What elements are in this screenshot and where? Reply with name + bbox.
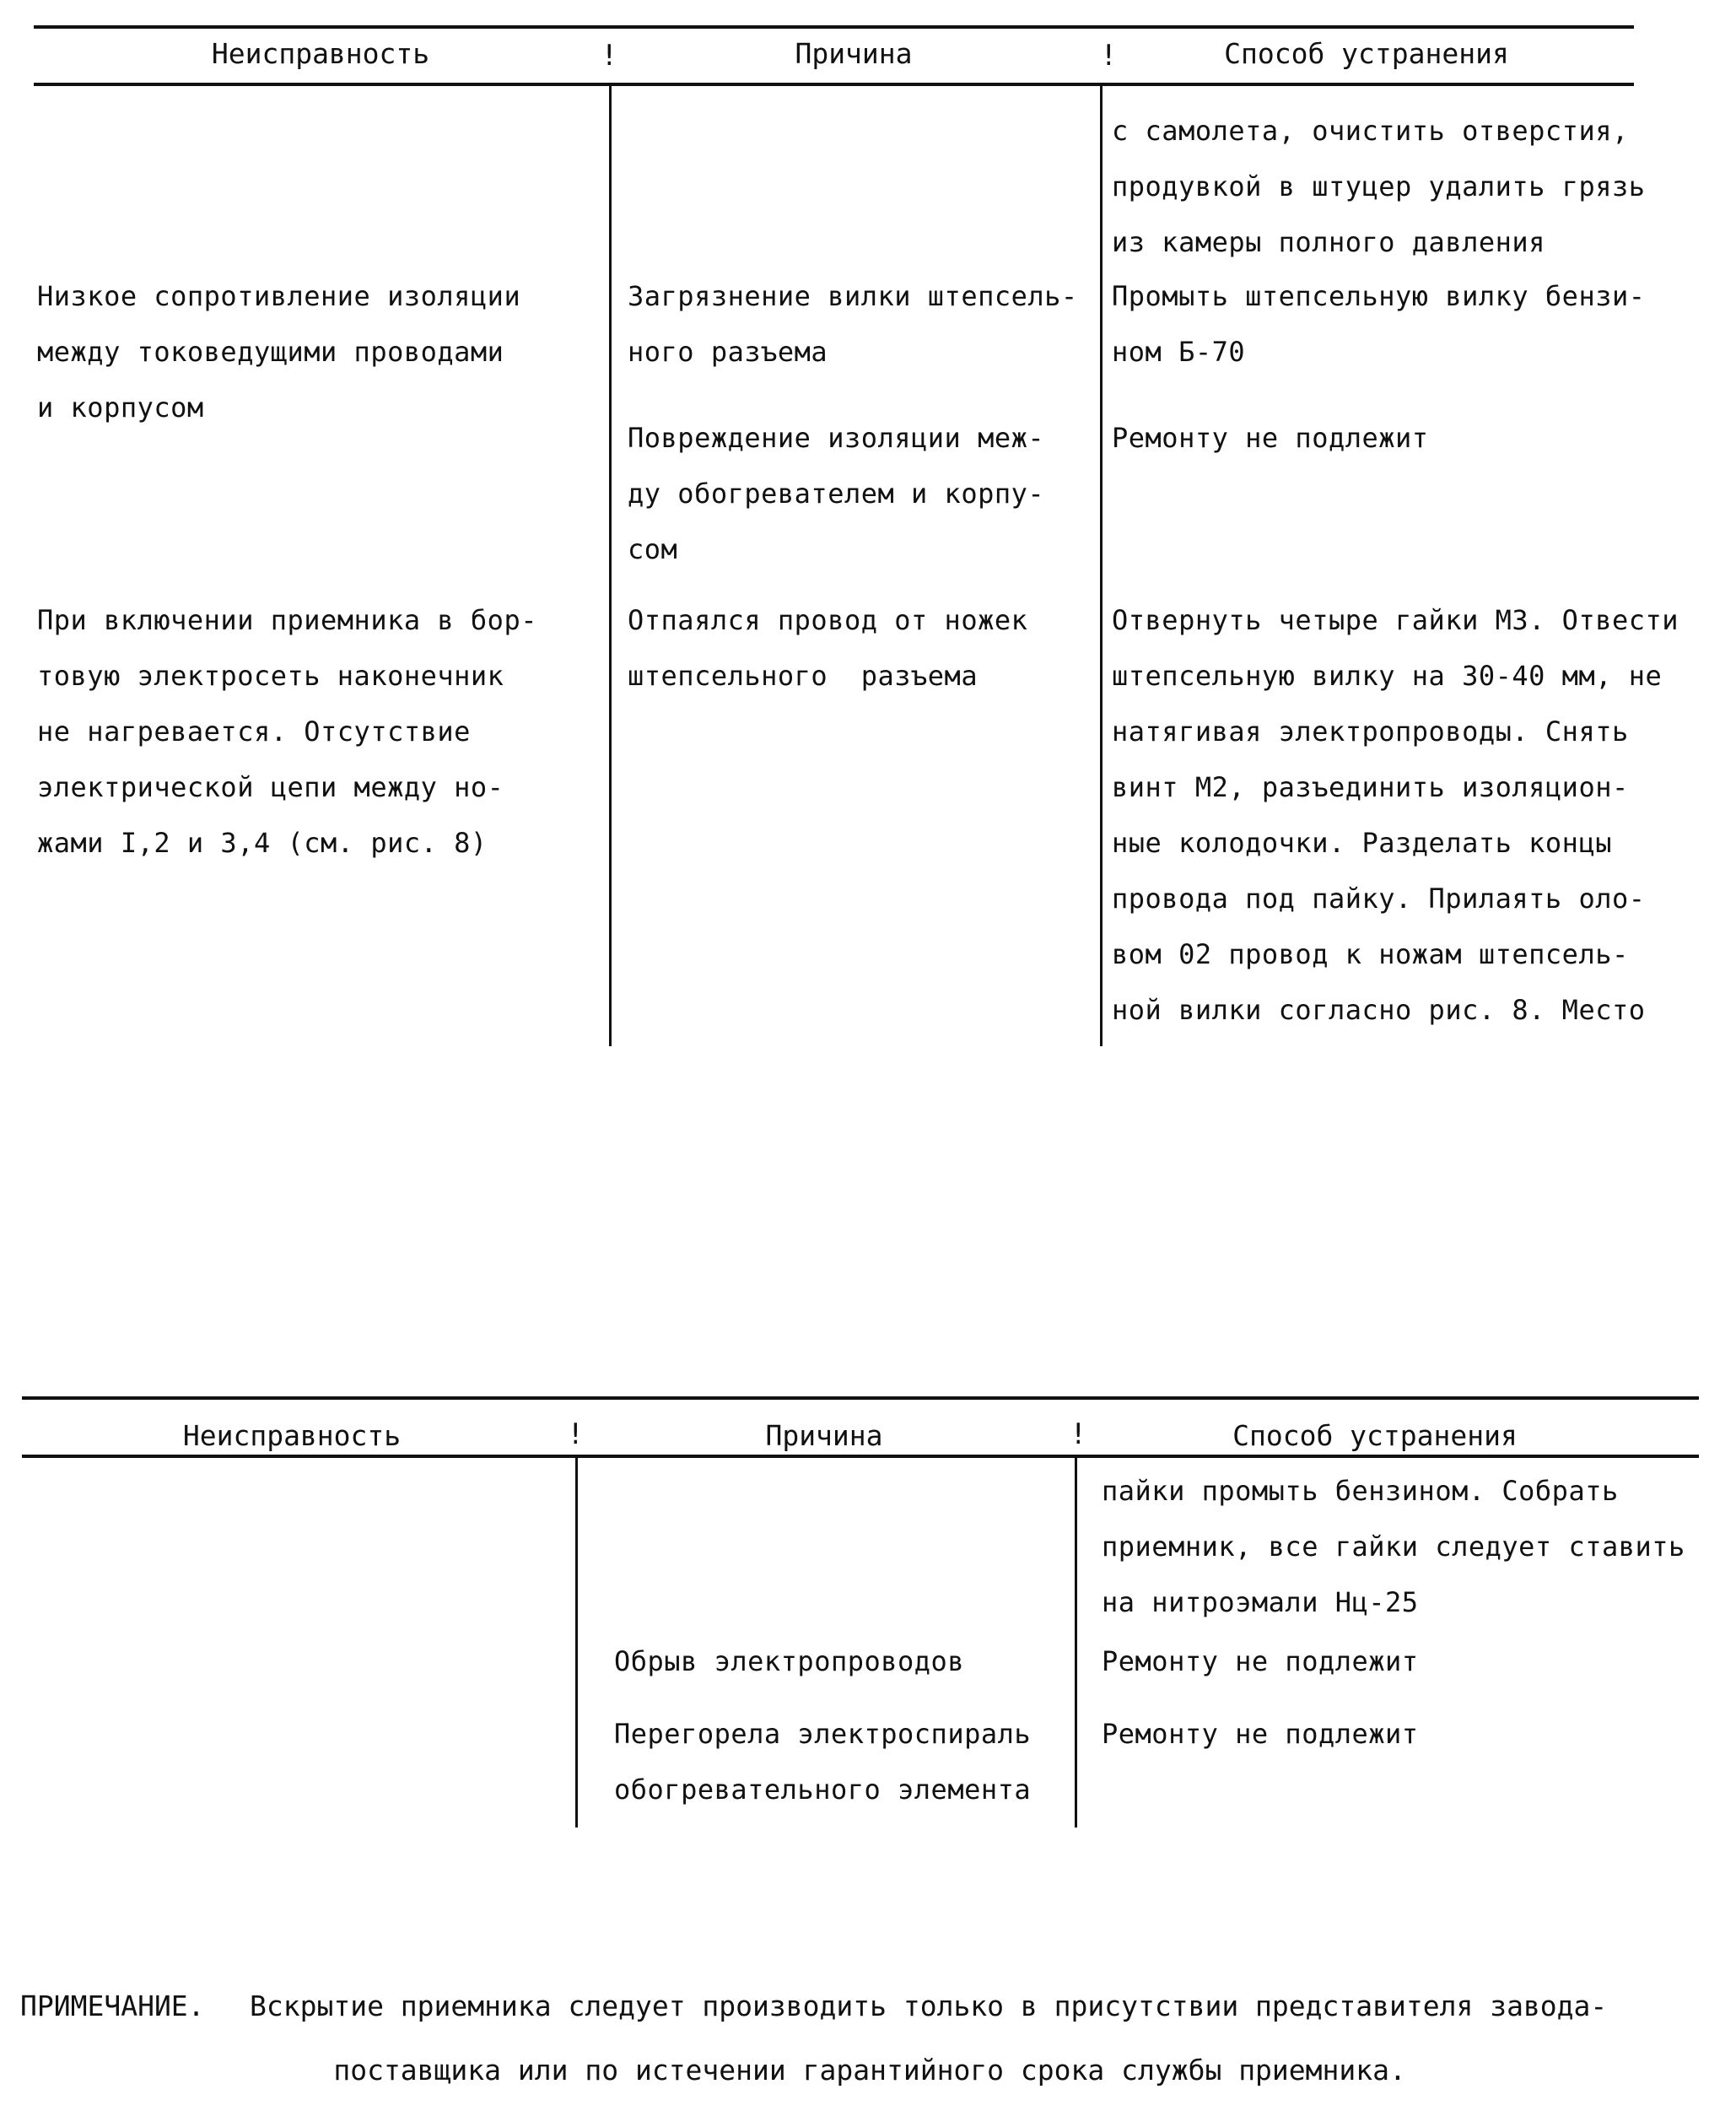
- table1-row3-cause: Повреждение изоляции меж- ду обогревателем и корпу- сом: [628, 422, 1045, 565]
- table2-row2-remedy: Ремонту не подлежит: [1102, 1645, 1419, 1677]
- table2-header-fault: Неисправность: [182, 1419, 402, 1452]
- table1-header-cause: Причина: [795, 37, 913, 70]
- note-label: ПРИМЕЧАНИЕ.: [20, 1990, 205, 2022]
- table1-row4-fault: При включении приемника в бор- товую электросеть наконечник не нагревается. Отсутствие электрической цепи между но- жами I,2 и 3,4 (см. рис. 8): [37, 604, 537, 859]
- table2-top-rule: [22, 1396, 1699, 1400]
- table2-row3-remedy: Ремонту не подлежит: [1102, 1718, 1419, 1750]
- table1-row2-remedy: Промыть штепсельную вилку бензи- ном Б-70: [1112, 280, 1646, 368]
- table1-row4-cause: Отпаялся провод от ножек штепсельного разъема: [628, 604, 1028, 692]
- table1-header-remedy: Способ устранения: [1224, 37, 1509, 70]
- table1-header-separator-1: !: [601, 39, 618, 73]
- table1-header-fault: Неисправность: [211, 37, 430, 70]
- table1-top-rule: [34, 25, 1634, 29]
- table1-row1-remedy: с самолета, очистить отверстия, продувкой в штуцер удалить грязь из камеры полного давления: [1112, 115, 1646, 258]
- table2-header-cause: Причина: [765, 1419, 883, 1452]
- table2-header-remedy: Способ устранения: [1232, 1419, 1518, 1452]
- table1-header-rule: [34, 83, 1634, 86]
- table2-column-divider-2: [1075, 1456, 1077, 1828]
- table2-header-rule: [22, 1455, 1699, 1458]
- table1-column-divider-1: [609, 84, 612, 1046]
- note-text: Вскрытие приемника следует производить только в присутствии представителя завода- поставщика или по истечении гарантийного срока службы приемника.: [250, 1990, 1608, 2087]
- table1-column-divider-2: [1100, 84, 1103, 1046]
- table1-header-separator-2: !: [1100, 39, 1118, 73]
- table2-row3-cause: Перегорела электроспираль обогревательного элемента: [614, 1718, 1032, 1806]
- table1-row2-cause: Загрязнение вилки штепсель- ного разъема: [628, 280, 1078, 368]
- table2-row1-remedy: пайки промыть бензином. Собрать приемник, все гайки следует ставить на нитроэмали Нц-25: [1102, 1475, 1685, 1618]
- table2-column-divider-1: [575, 1456, 578, 1828]
- table1-row2-fault: Низкое сопротивление изоляции между токоведущими проводами и корпусом: [37, 280, 521, 424]
- table2-header-separator-1: !: [567, 1417, 585, 1451]
- table1-row4-remedy: Отвернуть четыре гайки МЗ. Отвести штепсельную вилку на 30-40 мм, не натягивая электропроводы. Снять винт М2, разъединить изоляцион- ные колодочки. Разделать концы провода под пайку. Прилаять оло- вом 02 провод к ножам штепсель- ной вилки согласно рис. 8. Место: [1112, 604, 1679, 1026]
- table2-header-separator-2: !: [1070, 1417, 1087, 1451]
- table2-row2-cause: Обрыв электропроводов: [614, 1645, 965, 1677]
- table1-row3-remedy: Ремонту не подлежит: [1112, 422, 1429, 454]
